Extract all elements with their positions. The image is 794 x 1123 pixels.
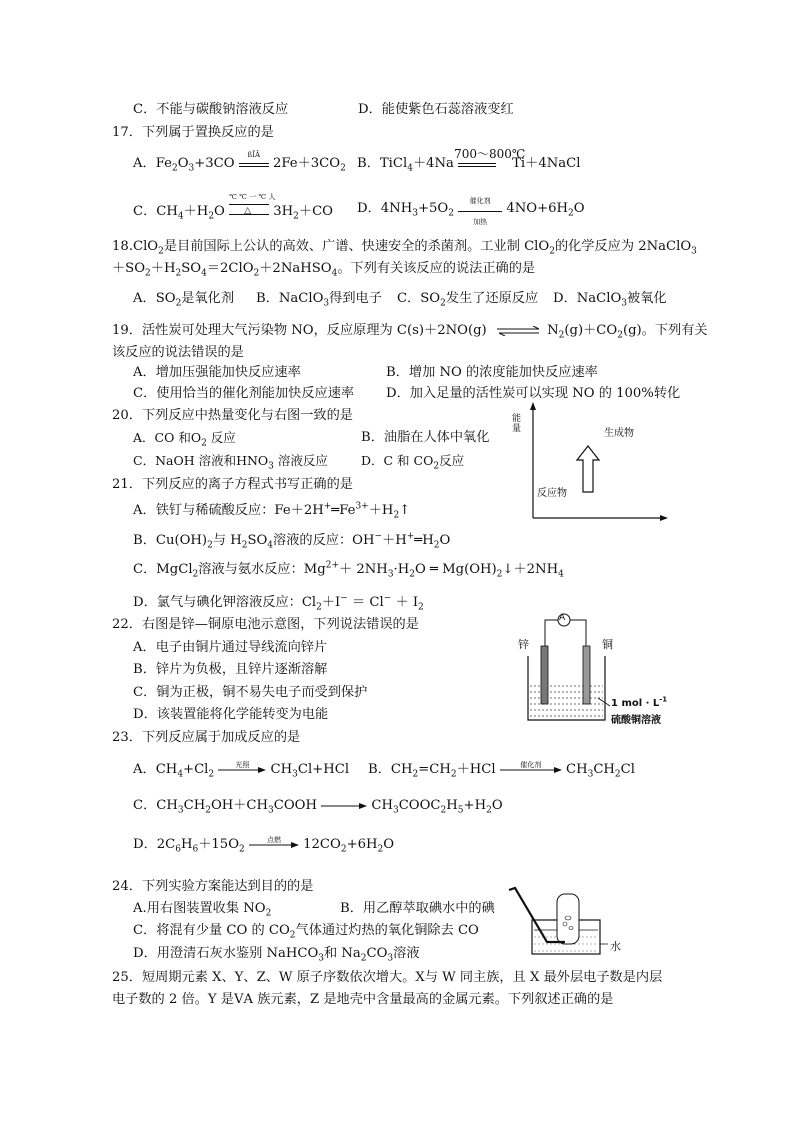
q17-option-b: B．TiCl$_4$＋4Na 700～800℃ Ti＋4NaCl [357,147,581,174]
q23-stem: 23．下列反应属于加成反应的是 [112,730,301,745]
q22-stem: 22．右图是锌—铜原电池示意图，下列说法错误的是 [112,617,419,632]
q22-option-b: B．锌片为负极，且锌片逐渐溶解 [133,662,328,677]
q16-option-c: C．不能与碳酸钠溶液反应 [133,102,289,117]
q17-d-condition-top: 催化剂 [469,197,491,205]
gas-collection-diagram [505,882,625,962]
q23-option-c: C．$CH_3CH_2OH+CH_3COOH$ $CH_3COOC_2H_5+H_2O$ [133,798,503,816]
ammeter-icon: A [559,613,566,623]
reaction-arrow-icon [321,802,367,810]
reaction-arrow-icon [500,766,562,774]
q24-stem: 24．下列实验方案能达到目的的是 [112,879,314,894]
product-label: 生成物 [604,428,634,439]
reaction-arrow-icon [249,841,299,849]
q18-option-c: C．$SO_2$发生了还原反应 [397,291,539,309]
q19-option-c: C．使用恰当的催化剂能加快反应速率 [133,386,355,401]
q24-option-b: B．用乙醇萃取碘水中的碘 [340,901,495,916]
q22-option-a: A．电子由铜片通过导线流向锌片 [133,640,328,655]
q18-stem-line2: $+SO_2+H_2SO_4=2ClO_2+2NaHSO_4$。下列有关该反应的说法正确的是 [112,261,536,279]
q24-option-c: C．将混有少量 CO 的 $CO_2$气体通过灼热的氧化铜除去 CO [133,923,479,941]
q21-stem: 21．下列反应的离子方程式书写正确的是 [112,477,353,492]
q18-option-b: B．NaClO$_3$得到电子 [256,291,382,309]
q17-option-d: D．$4NH_3+5O_2$ 催化剂 加热 $4NO+6H_2O$ [357,200,585,218]
concentration-label: 1 mol · $L^{-1}$ [611,695,668,709]
q17-stem: 17．下列属于置换反应的是 [112,125,274,140]
q23-option-d: D．$2C_6H_6+15O_2$ 点燃 $12CO_2+6H_2O$ [133,836,394,854]
q20-option-d: D．C 和 $CO_2$反应 [361,453,465,472]
q24-option-a: A.用右图装置收集 $NO_2$ [133,901,272,919]
q21-option-b: B．$Cu(OH)_2$与 $H_2SO_4$溶液的反应：$OH^-+H^+═H_2O$ [133,531,451,551]
q17-d-condition-bottom: 加热 [473,218,488,226]
q25-stem-line2: 电子数的 2 倍。Y 是ⅤA 族元素，Z 是地壳中含量最高的金属元素。下列叙述正确的是 [112,992,614,1007]
y-axis-label: 能量 [512,414,522,434]
q19-stem: 19．活性炭可处理大气污染物 NO，反应原理为 C(s)＋2NO(g) $N_2(g)+CO_2(g)$。下列有关 [112,323,708,341]
q17-a-condition: ßÎÂ [247,151,261,159]
q20-option-c: C．NaOH 溶液和$HNO_3$ 溶液反应 [133,453,328,472]
q19-stem-line2: 该反应的说法错误的是 [112,345,244,360]
q18-option-a: A．$SO_2$是氧化剂 [133,291,235,309]
q17-b-condition: 700～800℃ [454,147,526,161]
q17-option-a: A．$Fe_2O_3+3CO$ ßÎÂ $2Fe+3CO_2$ [133,155,346,173]
q20-option-a: A．CO 和$O_2$ 反应 [133,430,236,449]
equilibrium-arrow-icon [491,324,543,334]
copper-label: 铜 [602,638,613,651]
zinc-label: 锌 [518,638,529,651]
q21-option-d: D．氯气与碘化钾溶液反应：$Cl_2+I^- = Cl^- + I_2$ [133,593,424,613]
reaction-arrow-icon [218,766,266,774]
q19-option-a: A．增加压强能加快反应速率 [133,365,301,380]
water-label: 水 [610,940,621,953]
q24-option-d: D．用澄清石灰水鉴别 NaHCO$_3$和 $Na_2CO_3$溶液 [133,946,420,964]
q23-b-condition: 催化剂 [520,761,542,769]
q21-option-a: A．铁钉与稀硫酸反应：$Fe+2H^+═Fe^{3+}+H_2↑$ [133,501,411,521]
solution-label: 硫酸铜溶液 [611,715,661,726]
q20-stem: 20．下列反应中热量变化与右图一致的是 [112,408,353,423]
q23-option-b: B．$CH_2=CH_2+HCl$ 催化剂 $CH_3CH_2Cl$ [368,761,635,779]
q23-d-condition: 点燃 [266,836,281,844]
q18-stem: 18.ClO$_2$是目前国际上公认的高效、广谱、快速安全的杀菌剂。工业制 ClO$_2$的化学反应为 2NaClO$_3$ [112,239,697,257]
q18-option-d: D．NaClO$_3$被氧化 [553,291,667,309]
q19-option-b: B．增加 NO 的浓度能加快反应速率 [386,365,598,380]
q16-option-d: D．能使紫色石蕊溶液变红 [358,102,514,117]
energy-diagram [510,402,670,526]
q25-stem-line1: 25．短周期元素 X、Y、Z、W 原子序数依次增大。X与 W 同主族，且 X 最外层电子数是内层 [112,970,663,985]
reactant-label: 反应物 [537,488,567,499]
q20-option-b: B．油脂在人体中氧化 [361,430,490,445]
q21-option-c: C．MgCl$_2$溶液与氨水反应：$Mg^{2+}+ 2NH_3\cdot H_2O$ ═ $Mg(OH)_2↓+2NH_4$ [133,560,564,580]
q23-a-condition: 光照 [235,761,250,769]
q17-c-condition: ℃ ℃ 一 ℃ 人 [229,193,276,201]
q17-option-c: C．$CH_4+H_2O$ ℃ ℃ 一 ℃ 人 △ $3H_2+CO$ [133,200,333,221]
galvanic-cell-diagram [512,608,682,726]
q23-option-a: A．$CH_4+Cl_2$ 光照 $CH_3Cl+HCl$ [133,761,349,779]
q19-option-d: D．加入足量的活性炭可以实现 NO 的 100%转化 [386,386,681,401]
q22-option-c: C．铜为正极，铜不易失电子而受到保护 [133,685,368,700]
q22-option-d: D．该装置能将化学能转变为电能 [133,707,329,722]
